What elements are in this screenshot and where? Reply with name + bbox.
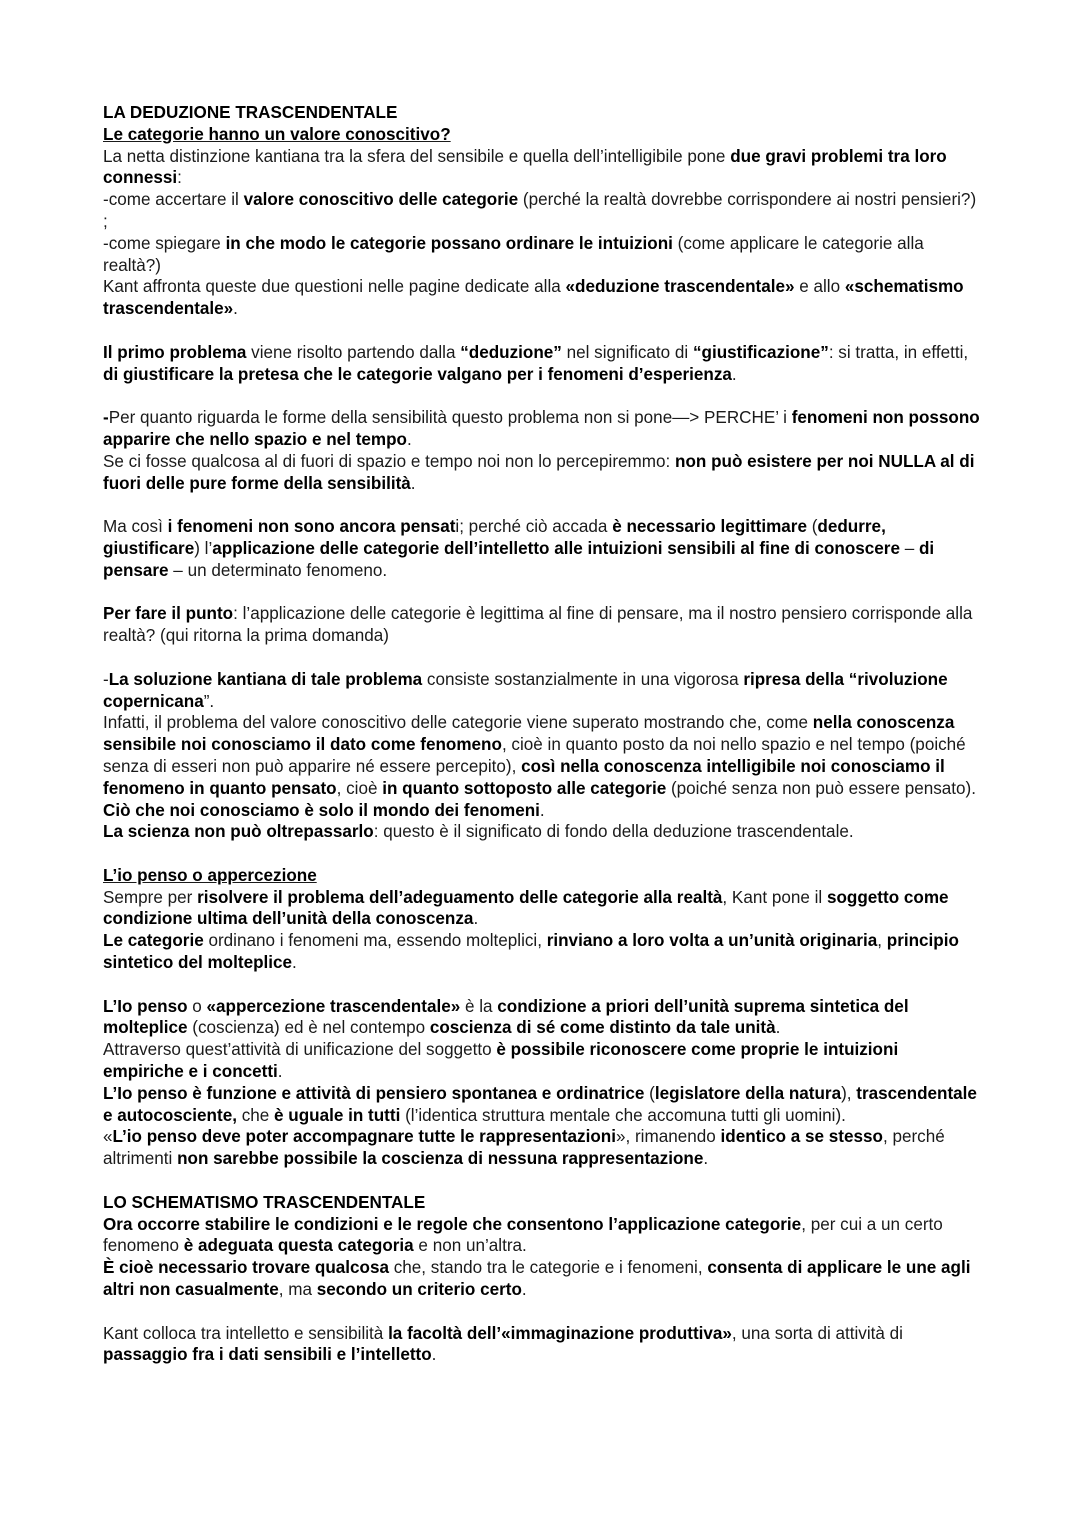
text-run: è la — [460, 996, 498, 1016]
text-run: : — [177, 168, 182, 188]
text-run: . — [521, 1280, 527, 1300]
bold-run: consenta di applicare le une agli altri non casualmente — [103, 1258, 971, 1300]
text-run: – un determinato fenomeno. — [168, 560, 388, 580]
text-run: e allo — [794, 277, 845, 297]
bold-run: identico a se stesso — [720, 1127, 883, 1147]
text-run: : si tratta, in effetti, — [828, 342, 969, 362]
text-run: . — [410, 473, 416, 493]
paragraph-valore-superato — [103, 712, 983, 821]
text-run: . — [473, 909, 479, 929]
text-run: . — [431, 1345, 437, 1365]
bold-run: è necessario legittimare — [612, 517, 807, 537]
bold-run: la facoltà dell’«immaginazione produttiva» — [388, 1323, 732, 1343]
paragraph-criterio-certo — [103, 1257, 983, 1301]
bold-run: di giustificare la pretesa che le categorie valgano per i fenomeni d’esperienza — [103, 364, 732, 384]
bold-run: i fenomeni non sono ancora pensat — [167, 517, 456, 537]
text-run: , — [877, 931, 887, 951]
paragraph-unificazione — [103, 1039, 983, 1083]
text-run: Kant colloca tra intelletto e sensibilità — [103, 1323, 389, 1343]
bold-run: L’io penso deve poter accompagnare tutte le rappresentazioni — [112, 1127, 616, 1147]
text-run: consiste sostanzialmente in una vigorosa — [422, 669, 744, 689]
bold-run: L’io penso o appercezione — [103, 865, 317, 885]
underline-run — [103, 125, 451, 144]
text-run: viene risolto partendo dalla — [246, 342, 461, 362]
document-page — [103, 102, 983, 1366]
text-run: che — [236, 1105, 275, 1125]
paragraph-kant-questioni — [103, 276, 983, 320]
paragraph-funzione-pensiero — [103, 1083, 983, 1127]
text-run: ”. — [203, 691, 215, 711]
bold-run: Il primo problema — [103, 342, 247, 362]
paragraph-soggetto — [103, 887, 983, 931]
bold-run: rinviano a loro volta a un’unità originaria — [546, 931, 878, 951]
text-run: : l’applicazione delle categorie è legittima al fine di pensare, ma il nostro pensiero corrisponde alla realtà? (qui ritorna la prima domanda) — [103, 604, 973, 646]
bold-run: condizione a priori dell’unità suprema sintetica del molteplice — [103, 996, 909, 1038]
text-run: . — [731, 364, 737, 384]
text-run: (coscienza) ed è nel contempo — [187, 1018, 430, 1038]
paragraph-intro — [103, 146, 983, 190]
text-run: : questo è il significato di fondo della deduzione trascendentale. — [373, 822, 854, 842]
bold-run: fenomeni non possono apparire che nello spazio e nel tempo — [103, 408, 980, 449]
bold-run: così nella conoscenza intelligibile noi conosciamo il fenomeno in quanto pensato — [103, 756, 945, 798]
text-run: (poiché senza non può essere pensato). — [666, 778, 976, 798]
bold-run: principio sintetico del molteplice — [103, 931, 959, 973]
text-run: . — [406, 429, 412, 449]
bold-run: Ciò che noi conosciamo è solo il mondo dei fenomeni — [103, 800, 540, 820]
text-run: Attraverso quest’attività di unificazione del soggetto — [103, 1040, 497, 1060]
text-run: Per quanto riguarda le forme della sensibilità questo problema non si pone—> PERCHE’ i — [108, 408, 792, 428]
text-run: nel significato di — [561, 342, 693, 362]
paragraph-appercezione — [103, 996, 983, 1040]
text-run: , ma — [278, 1280, 317, 1300]
bold-run: ripresa della “rivoluzione copernicana — [103, 669, 948, 711]
bold-run: non sarebbe possibile la coscienza di nessuna rappresentazione — [177, 1149, 704, 1169]
text-run: Ma così — [103, 517, 168, 537]
text-run: (l’identica struttura mentale che accomuna tutti gli uomini). — [400, 1105, 846, 1125]
text-run: -come accertare il — [103, 190, 244, 210]
underline-run — [103, 866, 317, 885]
text-run: o — [187, 996, 207, 1016]
bold-run: non può esistere per noi NULLA al di fuori delle pure forme della sensibilità — [103, 451, 975, 493]
paragraph-categorie-unita — [103, 930, 983, 974]
paragraph-problem-1 — [103, 189, 983, 233]
text-run: , per cui a un certo fenomeno — [103, 1214, 943, 1256]
bold-run: “giustificazione” — [692, 342, 829, 362]
text-run: Kant affronta queste due questioni nelle pagine dedicate alla — [103, 277, 566, 297]
bold-run: È cioè necessario trovare qualcosa — [103, 1258, 389, 1278]
bold-run: Ora occorre stabilire le condizioni e le regole che consentono l’applicazione categorie — [103, 1214, 802, 1234]
bold-run: LA DEDUZIONE TRASCENDENTALE — [103, 103, 398, 122]
text-run: – — [899, 538, 919, 558]
text-run: ), — [841, 1083, 857, 1103]
text-run: , Kant pone il — [722, 887, 827, 907]
bold-run: è possibile riconoscere come proprie le intuizioni empiriche e i concetti — [103, 1040, 899, 1082]
text-run: e non un’altra. — [413, 1236, 527, 1256]
bold-run: passaggio fra i dati sensibili e l’intelletto — [103, 1345, 432, 1365]
text-run: che, stando tra le categorie e i fenomeni, — [389, 1258, 708, 1278]
bold-run: - — [103, 408, 109, 428]
text-run: ( — [806, 517, 818, 537]
bold-run: in quanto sottoposto alle categorie — [382, 778, 667, 798]
paragraph-condizioni-regole — [103, 1214, 983, 1258]
text-run: -come spiegare — [103, 233, 226, 253]
paragraph-fare-il-punto — [103, 603, 983, 647]
text-run: (come applicare le categorie alla realtà?) — [103, 233, 924, 275]
paragraph-scienza — [103, 821, 983, 843]
bold-run: coscienza di sé come distinto da tale unità — [429, 1018, 776, 1038]
bold-run: dedurre, giustificare — [103, 517, 886, 558]
text-run: - — [103, 669, 109, 689]
bold-run: secondo un criterio certo — [316, 1280, 522, 1300]
bold-run: valore conoscitivo delle categorie — [243, 190, 519, 210]
text-run: « — [103, 1127, 113, 1147]
text-run: Se ci fosse qualcosa al di fuori di spazio e tempo noi non lo percepiremmo: — [103, 451, 675, 471]
bold-run: è uguale in tutti — [274, 1105, 401, 1125]
bold-run: «deduzione trascendentale» — [565, 277, 795, 297]
text-run: i; perché ciò accada — [455, 517, 613, 537]
bold-run: applicazione delle categorie dell’intelletto alle intuizioni sensibili al fine di conoscere — [212, 538, 900, 558]
paragraph-immaginazione — [103, 1323, 983, 1367]
bold-run: «appercezione trascendentale» — [206, 996, 461, 1016]
text-run: , cioè — [336, 778, 383, 798]
text-run: . — [292, 953, 297, 973]
bold-run: La soluzione kantiana di tale problema — [108, 669, 423, 689]
text-run: ) l’ — [194, 538, 213, 558]
bold-run: due gravi problemi tra loro connessi — [103, 146, 947, 188]
section-title-schematismo — [103, 1192, 983, 1214]
bold-run: trascendentale e autocosciente, — [103, 1083, 977, 1125]
bold-run: legislatore della natura — [654, 1083, 842, 1103]
text-run: ( — [644, 1083, 655, 1103]
bold-run: LO SCHEMATISMO TRASCENDENTALE — [103, 1192, 426, 1212]
bold-run: risolvere il problema dell’adeguamento delle categorie alla realtà — [197, 887, 723, 907]
subheading-io-penso — [103, 865, 983, 887]
bold-run: Le categorie hanno un valore conoscitivo? — [103, 124, 451, 144]
text-run: . — [233, 299, 238, 319]
text-run: . — [539, 800, 545, 820]
bold-run: “deduzione” — [460, 342, 562, 362]
bold-run: La scienza non può oltrepassarlo — [103, 822, 374, 842]
bold-run: è adeguata questa categoria — [183, 1236, 414, 1256]
bold-run: di pensare — [103, 538, 935, 580]
paragraph-spazio-tempo — [103, 451, 983, 495]
text-run: Sempre per — [103, 887, 198, 907]
text-run: La netta distinzione kantiana tra la sfera del sensibile e quella dell’intelligibile pone — [103, 146, 731, 166]
bold-run: soggetto come condizione ultima dell’unità della conoscenza — [103, 887, 949, 929]
bold-run: Le categorie — [103, 931, 204, 951]
text-run: . — [703, 1149, 709, 1169]
text-run: . — [775, 1018, 781, 1038]
text-run: Infatti, il problema del valore conoscitivo delle categorie viene superato mostrando che, come — [103, 713, 813, 733]
paragraph-rappresentazioni — [103, 1126, 983, 1170]
text-run: , cioè in quanto posto da noi nello spazio e nel tempo (poiché senza di esseri non può apparire né essere percepito), — [103, 735, 966, 776]
text-run: , perché altrimenti — [103, 1127, 945, 1169]
text-run: », rimanendo — [615, 1127, 721, 1147]
text-run: ordinano i fenomeni ma, essendo molteplici, — [203, 931, 547, 951]
paragraph-forme-sensibilita — [103, 407, 983, 451]
text-run: , una sorta di attività di — [731, 1323, 903, 1343]
bold-run: L’Io penso è funzione e attività di pensiero spontanea e ordinatrice — [103, 1083, 645, 1103]
section-title-deduzione — [103, 102, 983, 124]
bold-run: in che modo le categorie possano ordinare le intuizioni — [225, 233, 673, 253]
text-run: . — [277, 1062, 283, 1082]
paragraph-problem-2 — [103, 233, 983, 277]
paragraph-fenomeni-pensati — [103, 516, 983, 581]
bold-run: L’Io penso — [103, 996, 188, 1016]
subheading-valore-conoscitivo — [103, 124, 983, 146]
paragraph-primo-problema — [103, 342, 983, 386]
paragraph-soluzione-kantiana — [103, 669, 983, 713]
text-run: (perché la realtà dovrebbe corrispondere ai nostri pensieri?) ; — [103, 190, 977, 231]
bold-run: nella conoscenza sensibile noi conosciamo il dato come fenomeno — [103, 713, 955, 755]
bold-run: «schematismo trascendentale» — [103, 277, 964, 319]
bold-run: Per fare il punto — [103, 604, 234, 624]
